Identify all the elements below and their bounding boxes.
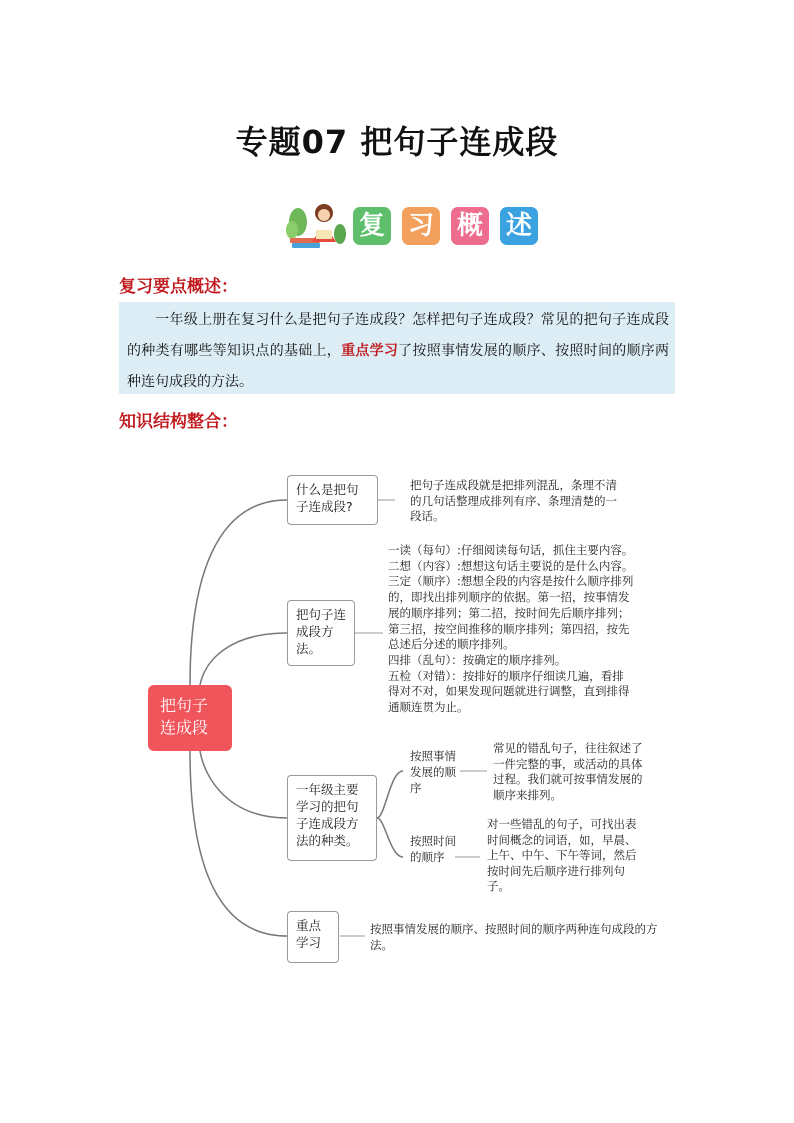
- sub-event-order-text: 常见的错乱句子，往往叙述了一件完整的事，或活动的具体过程。我们就可按事情发展的顺序来排列。: [493, 741, 643, 802]
- method-line: 第三招，按空间推移的顺序排列；第四招，按先: [388, 621, 630, 636]
- section-heading-review-points: 复习要点概述：: [119, 277, 238, 297]
- method-line: 总述后分述的顺序排列。: [388, 637, 515, 652]
- method-line: 展的顺序排列；第二招，按时间先后顺序排列；: [388, 605, 630, 620]
- summary-text-b: 了按照事情发展的顺序、按照时间的顺序两种连句成段的方法。: [127, 343, 670, 390]
- method-line: 一读（每句）:仔细阅读每句话，抓住主要内容。: [388, 543, 634, 557]
- summary-highlight: 重点学习: [341, 343, 399, 359]
- page-title: 专题07 把句子连成段: [235, 123, 559, 161]
- branch-methods-text: [388, 543, 668, 716]
- banner-tile-3: 概: [451, 207, 489, 245]
- method-line: 通顺连贯为止。: [388, 700, 469, 715]
- method-line: 三定（顺序）:想想全段的内容是按什么顺序排列: [388, 574, 634, 589]
- branch-key-learning-text: 按照事情发展的顺序、按照时间的顺序两种连句成段的方法。: [370, 922, 658, 952]
- method-line: 得对不对，如果发现问题就进行调整，直到排得: [388, 684, 630, 699]
- summary-text-a: 一年级上册在复习什么是把句子连成段？怎样把句子连成段？常见的把句子连成段的种类有哪些等知识点的基础上，: [127, 312, 669, 359]
- branch-what-is: 什么是把句子连成段?: [287, 475, 378, 525]
- sub-time-order: 按照时间的顺序: [410, 834, 456, 864]
- method-line: 的，即找出排列顺序的依据。第一招，按事情发: [388, 590, 630, 605]
- banner-tile-1: 复: [353, 207, 391, 245]
- sub-time-order-text: 对一些错乱的句子，可找出表时间概念的词语，如，早晨、上午、中午、下午等词，然后按时间先后顺序进行排列句子。: [487, 817, 637, 894]
- method-line: 五检（对错）：按排好的顺序仔细读几遍，看排: [388, 668, 624, 683]
- branch-key-learning: 重点学习: [287, 911, 339, 963]
- mindmap-root: 把句子连成段: [148, 685, 232, 751]
- branch-methods: 把句子连成段方法。: [287, 600, 355, 666]
- method-line: 四排（乱句）：按确定的顺序排列。: [388, 652, 567, 667]
- section-heading-knowledge-structure: 知识结构整合：: [119, 412, 238, 432]
- method-line: 二想（内容）:想想这句话主要说的是什么内容。: [388, 558, 634, 573]
- banner-tile-2: 习: [402, 207, 440, 245]
- sub-event-order: 按照事情发展的顺序: [410, 749, 456, 795]
- branch-types: 一年级主要学习的把句子连成段方法的种类。: [287, 775, 377, 861]
- branch-what-is-text: 把句子连成段就是把排列混乱，条理不清的几句话整理成排列有序、条理清楚的一段话。: [410, 478, 617, 524]
- banner-tile-4: 述: [500, 207, 538, 245]
